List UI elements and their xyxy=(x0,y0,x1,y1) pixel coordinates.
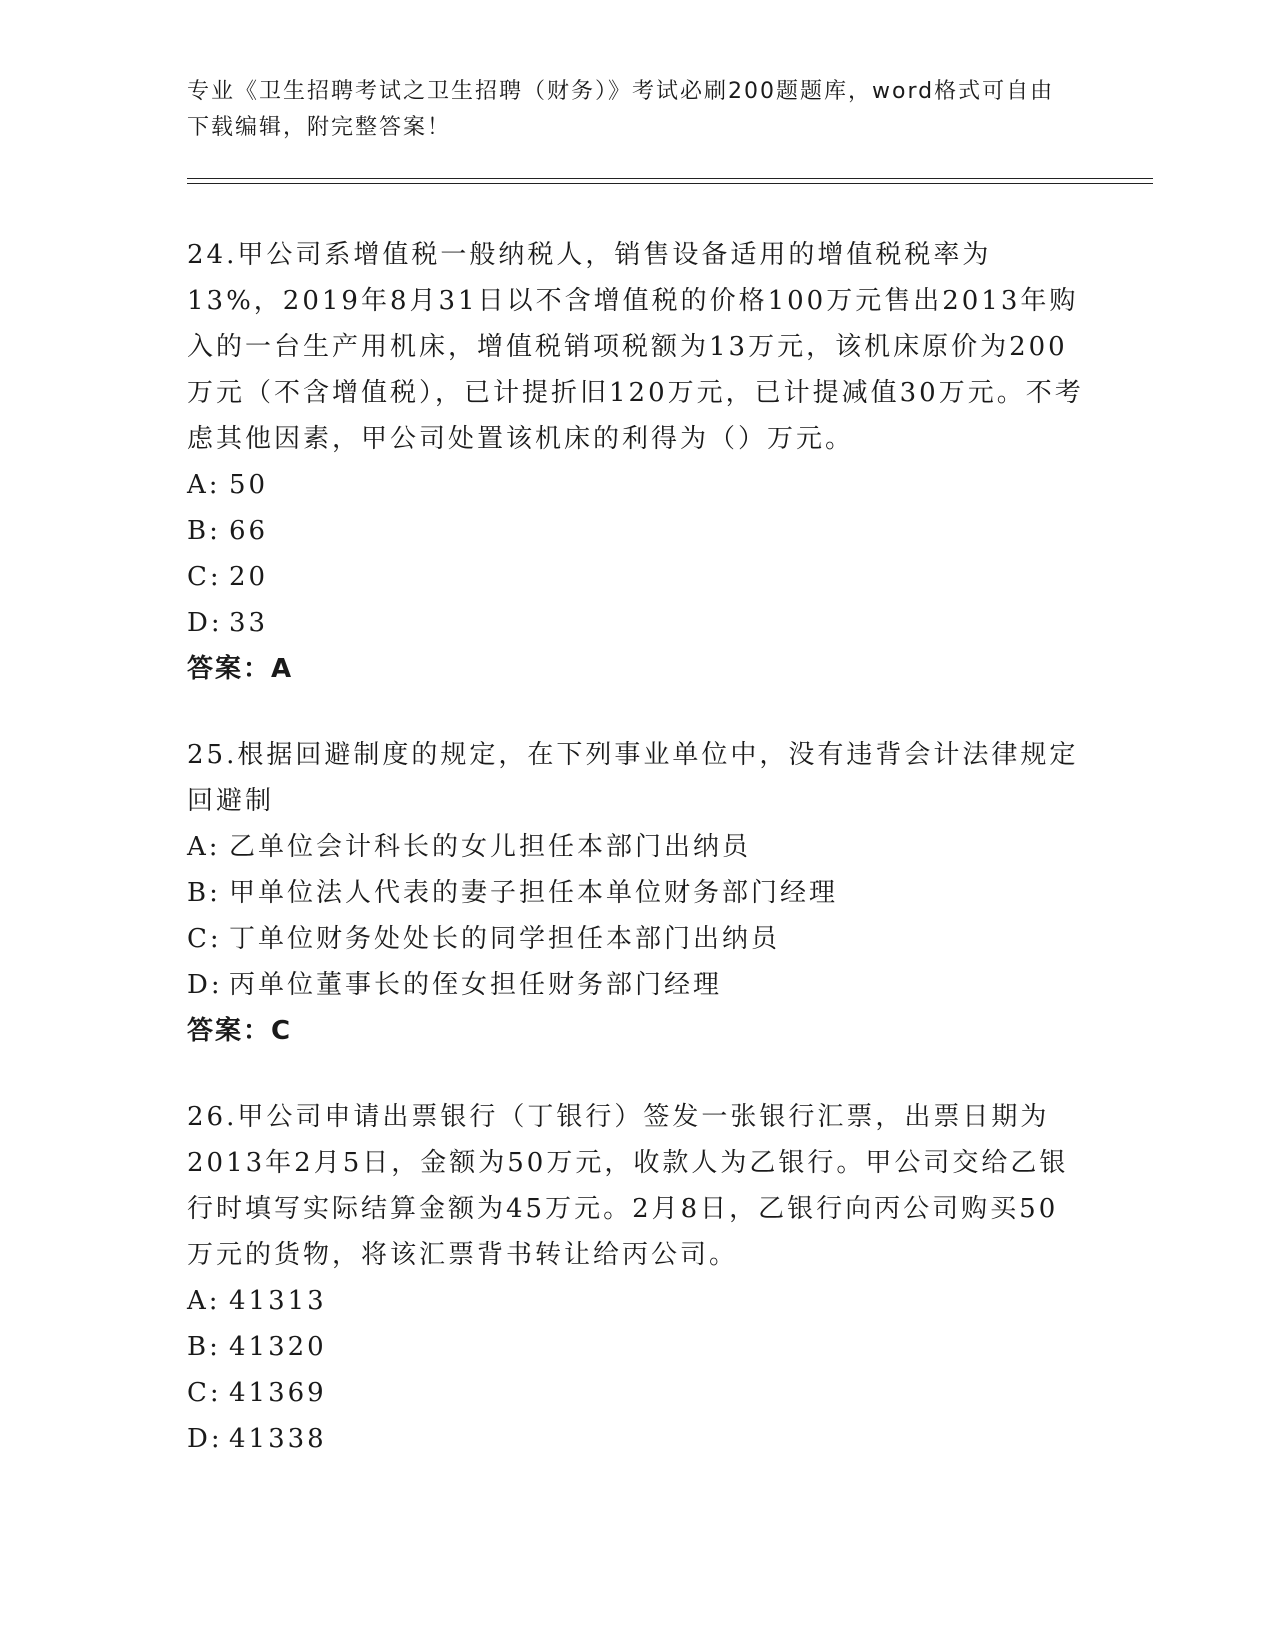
option-text: 丁单位财务处处长的同学担任本部门出纳员 xyxy=(229,924,781,954)
option-letter: C: xyxy=(187,562,222,592)
option-text: 20 xyxy=(229,562,269,592)
option-text: 66 xyxy=(229,516,269,546)
option-a xyxy=(187,1278,1087,1324)
option-c xyxy=(187,916,1087,962)
option-c xyxy=(187,554,1087,600)
question-text: 24.甲公司系增值税一般纳税人，销售设备适用的增值税税率为13%，2019年8月31日以不含增值税的价格100万元售出2013年购入的一台生产用机床，增值税销项税额为13万元，该机床原价为200万元（不含增值税），已计提折旧120万元，已计提减值30万元。不考虑其他因素，甲公司处置该机床的利得为（）万元。 xyxy=(187,240,1084,454)
question-text: 25.根据回避制度的规定，在下列事业单位中，没有违背会计法律规定回避制 xyxy=(187,740,1079,816)
header-divider-top xyxy=(187,178,1153,179)
option-letter: B: xyxy=(187,516,221,546)
option-text: 50 xyxy=(229,470,269,500)
question-26 xyxy=(187,1094,1087,1462)
answer-line: 答案：C xyxy=(187,1016,293,1046)
option-a xyxy=(187,824,1087,870)
option-b xyxy=(187,1324,1087,1370)
question-list xyxy=(187,232,1087,1502)
option-letter: B: xyxy=(187,1332,221,1362)
option-d xyxy=(187,600,1087,646)
option-text: 41338 xyxy=(229,1424,327,1454)
option-b xyxy=(187,870,1087,916)
question-24 xyxy=(187,232,1087,692)
option-c xyxy=(187,1370,1087,1416)
option-a xyxy=(187,462,1087,508)
header-divider-bottom xyxy=(187,183,1153,184)
option-text: 41320 xyxy=(229,1332,327,1362)
option-b xyxy=(187,508,1087,554)
option-text: 41369 xyxy=(229,1378,327,1408)
option-letter: C: xyxy=(187,924,222,954)
option-text: 41313 xyxy=(229,1286,327,1316)
question-text: 26.甲公司申请出票银行（丁银行）签发一张银行汇票，出票日期为2013年2月5日，金额为50万元，收款人为乙银行。甲公司交给乙银行时填写实际结算金额为45万元。2月8日，乙银行向丙公司购买50万元的货物，将该汇票背书转让给丙公司。 xyxy=(187,1102,1069,1270)
option-d xyxy=(187,962,1087,1008)
option-letter: C: xyxy=(187,1378,222,1408)
option-letter: A: xyxy=(187,1286,221,1316)
question-25 xyxy=(187,732,1087,1054)
option-text: 33 xyxy=(229,608,269,638)
option-letter: A: xyxy=(187,470,221,500)
option-letter: D: xyxy=(187,608,223,638)
document-header: 专业《卫生招聘考试之卫生招聘（财务）》考试必刷200题题库，word格式可自由下载编辑，附完整答案！ xyxy=(187,79,1055,140)
option-letter: D: xyxy=(187,970,223,1000)
answer-line: 答案：A xyxy=(187,654,294,684)
option-d xyxy=(187,1416,1087,1462)
option-letter: D: xyxy=(187,1424,223,1454)
option-text: 甲单位法人代表的妻子担任本单位财务部门经理 xyxy=(229,878,839,908)
option-letter: A: xyxy=(187,832,221,862)
option-letter: B: xyxy=(187,878,221,908)
option-text: 丙单位董事长的侄女担任财务部门经理 xyxy=(229,970,723,1000)
option-text: 乙单位会计科长的女儿担任本部门出纳员 xyxy=(229,832,752,862)
